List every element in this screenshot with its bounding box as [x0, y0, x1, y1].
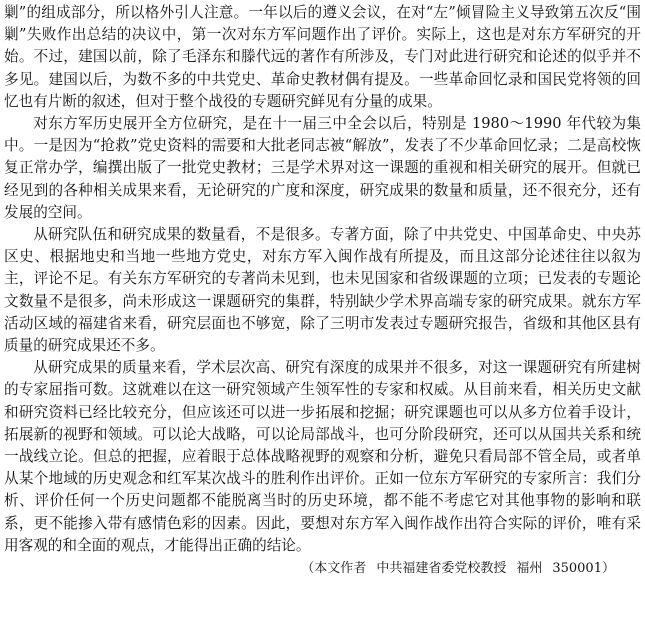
author-note-open: （: [301, 561, 315, 577]
author-note-close: ）: [601, 561, 615, 577]
author-note: [4, 559, 641, 579]
author-label: 本文作者: [314, 561, 367, 577]
author-affiliation: 中共福建省委党校教授: [376, 561, 507, 577]
paragraph-3: 从研究队伍和研究成果的数量看，不是很多。专著方面，除了中共党史、中国革命史、中央苏区史、根据地史和当地一些地方党史，对东方军入闽作战有所提及，而且这部分论述往往以叙为主，评论不足。有关东方军研究的专著尚未见到，也未见国家和省级课题的立项；已发表的专题论文数量不是很多，尚未形成这一课题研究的集群，特别缺少学术界高端专家的研究成果。就东方军活动区域的福建省来看，研究层面也不够宽，除了三明市发表过专题研究报告，省级和其他区县有质量的研究成果还不多。: [4, 226, 641, 355]
author-city: 福州: [516, 561, 543, 577]
article-body: [4, 2, 641, 579]
paragraph-4: 从研究成果的质量来看，学术层次高、研究有深度的成果并不很多，对这一课题研究有所建树的专家屈指可数。这就难以在这一研究领域产生领军性的专家和权威。从目前来看，相关历史文献和研究资料已经比较充分，但应该还可以进一步拓展和挖掘；研究课题也可以从多方位着手设计，拓展新的视野和领域。可以论大战略，可以论局部战斗，也可分阶段研究，还可以从国共关系和统一战线立论。但总的把握，应着眼于总体战略视野的观察和分析，避免只看局部不管全局，或者单从某个地域的历史观念和红军某次战斗的胜利作出评价。正如一位东方军研究的专家所言：我们分析、评价任何一个历史问题都不能脱离当时的历史环境，都不能不考虑它对其他事物的影响和联系，更不能掺入带有感情色彩的因素。因此，要想对东方军入闽作战作出符合实际的评价，唯有采用客观的和全面的观点，才能得出正确的结论。: [4, 359, 641, 554]
paragraph-2: 对东方军历史展开全方位研究，是在十一届三中全会以后，特别是 1980～1990 年代较为集中。一是因为“抢救”党史资料的需要和大批老同志被“解放”，发表了不少革命回忆录；二是高校恢复正常办学，编撰出版了一批党史教材；三是学术界对这一课题的重视和相关研究的展开。但就已经见到的各种相关成果来看，无论研究的广度和深度，研究成果的数量和质量，还不很充分，还有发展的空间。: [4, 115, 641, 221]
paragraph-1: 剿”的组成部分，所以格外引人注意。一年以后的遵义会议，在对“左”倾冒险主义导致第五次反“围剿”失败作出总结的决议中，第一次对东方军问题作出了评价。实际上，这也是对东方军研究的开始。不过，建国以前，除了毛泽东和滕代远的著作有所涉及，专门对此进行研究和论述的似乎并不多见。建国以后，为数不多的中共党史、革命史教材偶有提及。一些革命回忆录和国民党将领的回忆也有片断的叙述，但对于整个战役的专题研究鲜见有分量的成果。: [4, 4, 641, 110]
author-postcode: 350001: [552, 561, 602, 577]
